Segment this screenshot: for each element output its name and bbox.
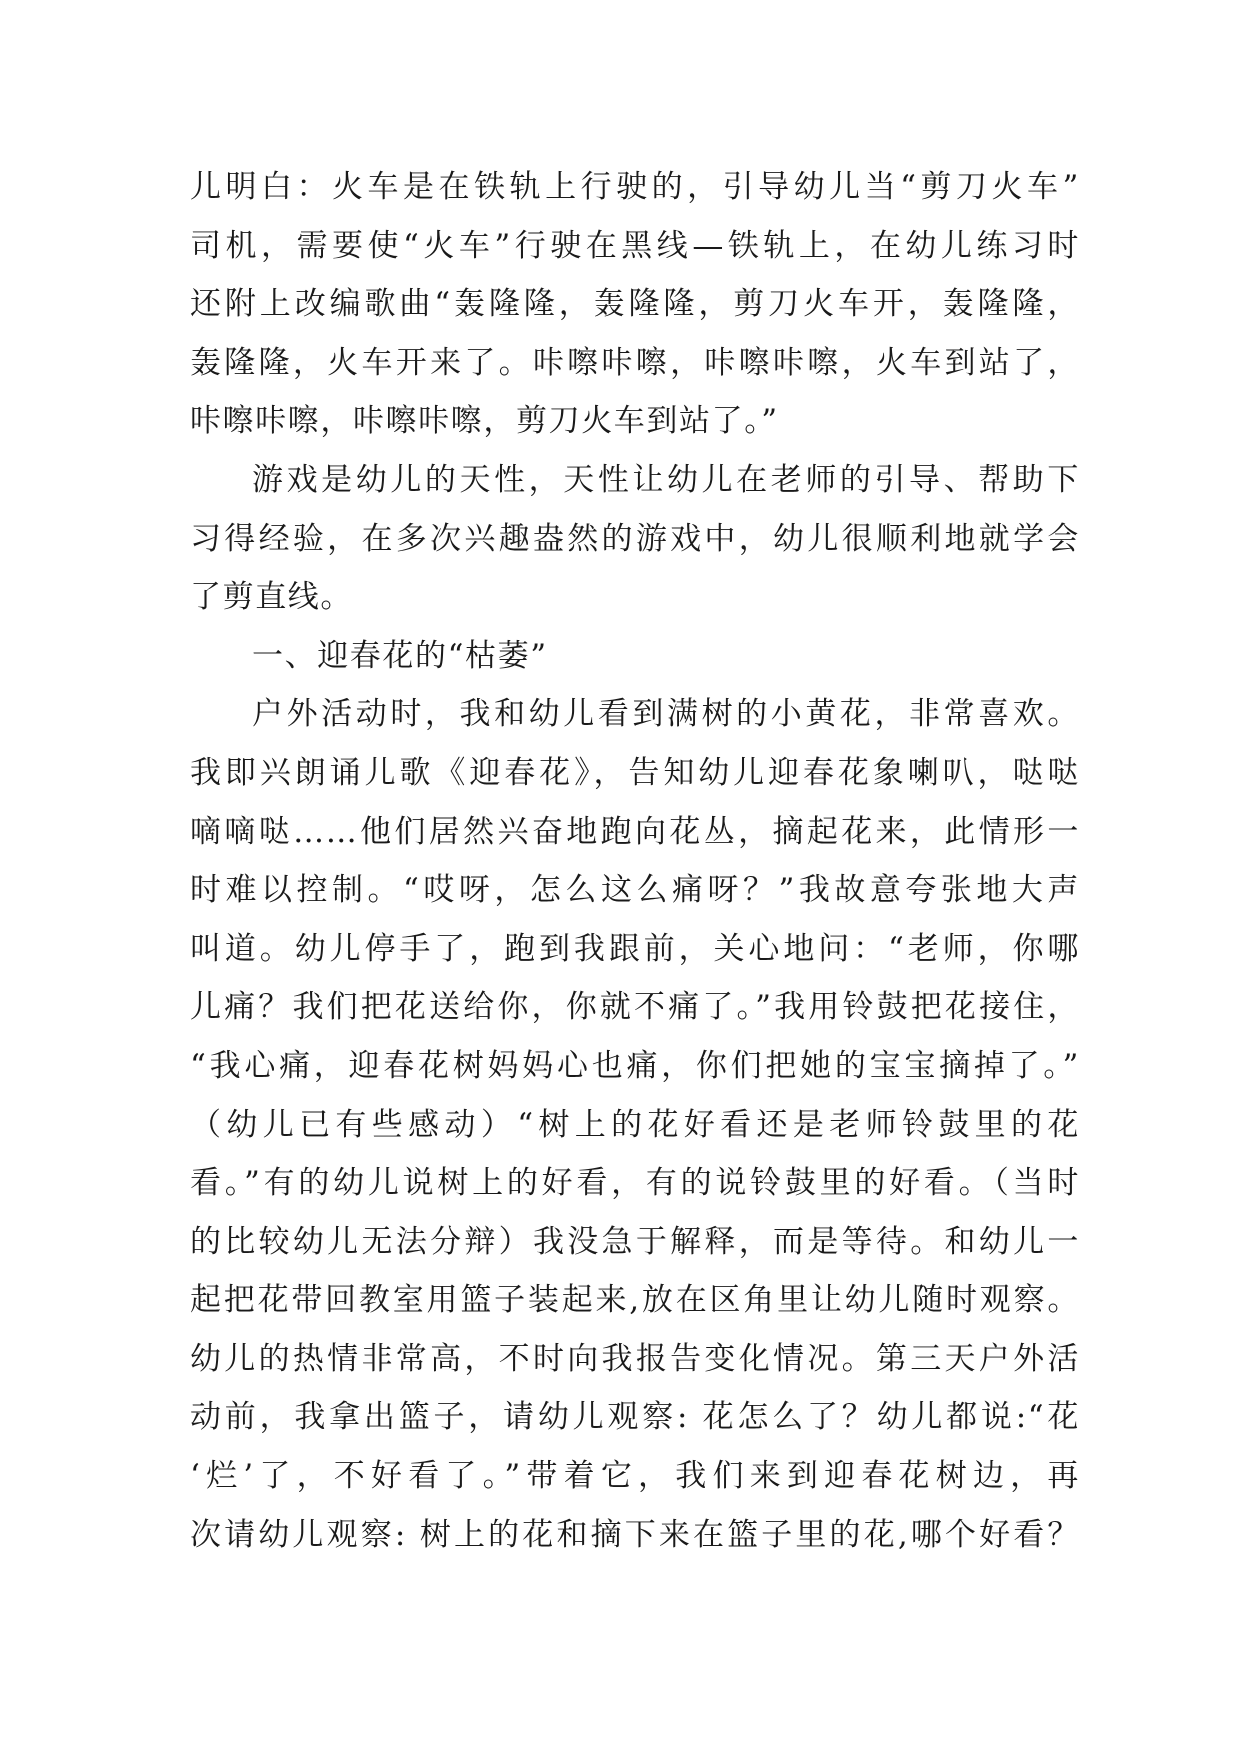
text-line: 的比较幼儿无法分辩）我没急于解释，而是等待。和幼儿一	[190, 1223, 1080, 1260]
text-line: 司机，需要使“火车”行驶在黑线—铁轨上，在幼儿练习时	[190, 227, 1080, 264]
text-line: 看。”有的幼儿说树上的好看，有的说铃鼓里的好看。（当时	[190, 1165, 1080, 1202]
text-line: 习得经验，在多次兴趣盎然的游戏中，幼儿很顺利地就学会	[190, 520, 1080, 557]
text-line: （幼儿已有些感动）“树上的花好看还是老师铃鼓里的花	[190, 1106, 1080, 1143]
section-heading: 一、迎春花的“枯萎”	[252, 637, 548, 674]
text-line: 时难以控制。“哎呀，怎么这么痛呀？”我故意夸张地大声	[190, 872, 1080, 909]
text-line: ‘烂’了，不好看了。”带着它，我们来到迎春花树边，再	[190, 1458, 1080, 1495]
text-line: 幼儿的热情非常高，不时向我报告变化情况。第三天户外活	[190, 1340, 1080, 1377]
text-line: 叫道。幼儿停手了，跑到我跟前，关心地问：“老师，你哪	[190, 930, 1080, 967]
text-line: 了剪直线。	[190, 579, 353, 616]
text-line: “我心痛，迎春花树妈妈心也痛，你们把她的宝宝摘掉了。”	[190, 1047, 1080, 1084]
text-line: 我即兴朗诵儿歌《迎春花》，告知幼儿迎春花象喇叭，哒哒	[190, 754, 1080, 791]
text-line: 轰隆隆，火车开来了。咔嚓咔嚓，咔嚓咔嚓，火车到站了，	[190, 344, 1080, 381]
text-line: 起把花带回教室用篮子装起来,放在区角里让幼儿随时观察。	[190, 1282, 1080, 1319]
text-line: 嘀嘀哒……他们居然兴奋地跑向花丛，摘起花来，此情形一	[190, 813, 1080, 850]
text-line: 儿明白：火车是在铁轨上行驶的，引导幼儿当“剪刀火车”	[190, 169, 1080, 205]
text-line: 儿痛？我们把花送给你，你就不痛了。”我用铃鼓把花接住，	[190, 989, 1080, 1026]
text-line: 户外活动时，我和幼儿看到满树的小黄花，非常喜欢。	[252, 696, 1080, 733]
text-line: 次请幼儿观察: 树上的花和摘下来在篮子里的花,哪个好看？	[190, 1516, 1080, 1553]
text-line: 动前，我拿出篮子，请幼儿观察: 花怎么了？幼儿都说:“花	[190, 1399, 1080, 1436]
body-text	[190, 158, 1080, 1564]
text-line: 游戏是幼儿的天性，天性让幼儿在老师的引导、帮助下	[252, 461, 1080, 498]
text-line: 还附上改编歌曲“轰隆隆，轰隆隆，剪刀火车开，轰隆隆，	[190, 286, 1080, 323]
text-line: 咔嚓咔嚓，咔嚓咔嚓，剪刀火车到站了。”	[190, 403, 779, 440]
